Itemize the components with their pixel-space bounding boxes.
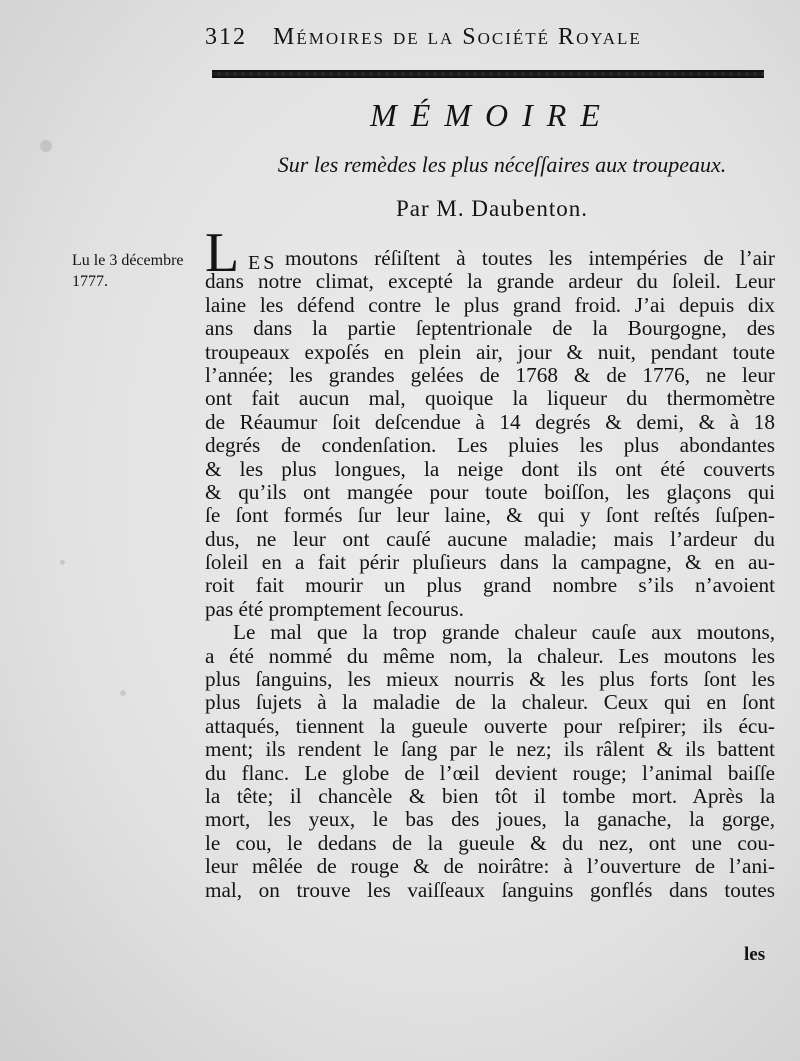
text-line: roit fait mourir un plus grand nombre s’ils n’avoient (205, 574, 775, 598)
text-line: ont fait aucun mal, quoique la liqueur du thermomètre (205, 387, 775, 411)
text-line: ans dans la partie ſeptentrionale de la Bourgogne, des (205, 317, 775, 341)
ornamental-rule (212, 70, 764, 78)
drop-cap: L (205, 222, 240, 284)
page-number: 312 (205, 24, 247, 50)
text-line: l’année; les grandes gelées de 1768 & de 1776, ne leur (205, 363, 775, 387)
memoir-subtitle: Sur les remèdes les plus néceſſaires aux troupeaux. (277, 152, 727, 177)
text-line: mal, on trouve les vaiſſeaux ſanguins gonflés dans toutes (205, 878, 775, 902)
text-line: leur mêlée de rouge & de noirâtre: à l’ouverture de l’ani- (205, 855, 775, 879)
first-word-smallcaps: ES (248, 252, 278, 274)
paper-spot (40, 140, 52, 152)
memoir-heading: MÉMOIRE (370, 97, 614, 133)
paper-spot (60, 560, 65, 565)
text-line: a été nommé du même nom, la chaleur. Les moutons les (205, 644, 775, 668)
text-line: troupeaux expoſés en plein air, jour & nuit, pendant toute (205, 340, 775, 364)
text-line: & les plus longues, la neige dont ils ont été couverts (205, 457, 775, 481)
text-line: & qu’ils ont mangée pour toute boiſſon, les glaçons qui (205, 480, 775, 504)
text-line: mort, les yeux, le bas des joues, la ganache, la gorge, (205, 808, 775, 832)
text-line: plus ſujets à la maladie de la chaleur. Ceux qui en ſont (205, 691, 775, 715)
margin-note-date: Lu le 3 décembre (72, 252, 184, 269)
text-line: plus ſanguins, les mieux nourris & les plus forts ſont les (205, 668, 775, 692)
text-line: dus, ne leur ont cauſé aucune maladie; mais l’ardeur du (205, 527, 775, 551)
paper-spot (120, 690, 126, 696)
text-line: pas été promptement ſecourus. (205, 597, 464, 621)
text-line: degrés de condenſation. Les pluies les plus abondantes (205, 434, 775, 458)
text-line: laine les défend contre le plus grand froid. J’ai depuis dix (205, 293, 775, 317)
margin-note-year: 1777. (72, 273, 108, 290)
text-line: de Réaumur ſoit deſcendue à 14 degrés & demi, & à 18 (205, 410, 775, 434)
running-head-title: Mémoires de la Société Royale (273, 24, 642, 50)
body-text (205, 247, 775, 902)
text-line: ſe ſont formés ſur leur laine, & qui y ſont reſtés ſuſpen- (205, 504, 775, 528)
text-line: la tête; il chancèle & bien tôt il tombe mort. Après la (205, 784, 775, 808)
text-line: Le mal que la trop grande chaleur cauſe aux moutons, (233, 621, 775, 645)
text-line: dans notre climat, excepté la grande ardeur du ſoleil. Leur (205, 270, 775, 294)
author-byline: Par M. Daubenton. (395, 196, 589, 221)
text-line: le cou, le dedans de la gueule & du nez, ont une cou- (205, 831, 775, 855)
text-line: moutons réſiſtent à toutes les intempéries de l’air (285, 247, 775, 270)
margin-note (72, 250, 200, 292)
catchword: les (744, 944, 766, 965)
running-head (205, 20, 770, 60)
text-line: du flanc. Le globe de l’œil devient rouge; l’animal baiſſe (205, 761, 775, 785)
text-line: ſoleil en a fait périr pluſieurs dans la campagne, & en au- (205, 551, 775, 575)
text-line: ment; ils rendent le ſang par le nez; ils râlent & ils battent (205, 738, 775, 762)
text-line: attaqués, tiennent la gueule ouverte pour reſpirer; ils écu- (205, 714, 775, 738)
